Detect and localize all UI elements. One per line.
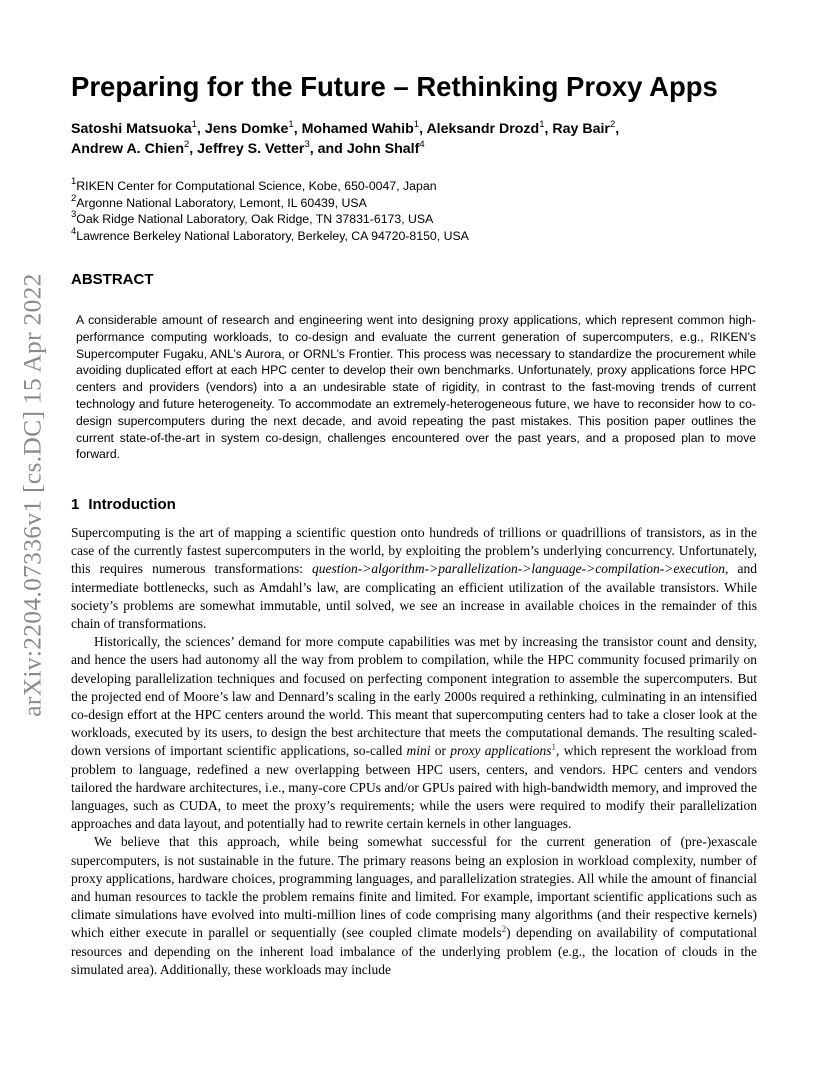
section-heading-introduction — [71, 496, 176, 513]
author-name: Aleksandr Drozd — [426, 121, 540, 137]
author-name: Jens Domke — [204, 121, 289, 137]
arxiv-stamp — [18, 273, 48, 716]
author-name: Andrew A. Chien — [71, 141, 184, 157]
paragraph: Historically, the sciences’ demand for more compute capabilities was met by increasing the transistor count and density, and hence the users had autonomy all the way from problem to compilation, while the HPC community focused primarily on developing parallelization techniques and focused on perfecting component integration to assemble the supercomputers. But the projected end of Moore’s law and Dennard’s scaling in the early 2000s required a rethinking, culminating in an intensified co-design effort at the HPC centers around the world. This meant that supercomputing centers had to take a closer look at the workloads, executed by its users, to design the best architecture that meets the computational demands. The resulting scaled-down versions of important scientific applications, so-called mini or proxy applications$^1$, which represent the workload from problem to language, redefined a new overlapping between HPC users, centers, and vendors. HPC centers and vendors tailored the hardware architectures, i.e., many-core CPUs and/or GPUs paired with high-bandwidth memory, and improved the languages, such as CUDA, to meet the proxy’s requirements; while the users were required to modify their parallelization approaches and data layout, and potentially had to rewrite certain kernels in other languages. — [71, 634, 757, 832]
author-name: Mohamed Wahib — [301, 121, 414, 137]
author-affiliation-mark: 3 — [304, 139, 310, 150]
footnote-link[interactable]: 2 — [501, 924, 507, 935]
affiliation-list — [71, 178, 761, 244]
abstract-text: A considerable amount of research and engineering went into designing proxy applications, which represent common high-performance computing workloads, to co-design and evaluate the current generation of supercomputers, e.g., RIKEN’s Supercomputer Fugaku, ANL’s Aurora, or ORNL’s Frontier. This process was necessary to standardize the procurement while avoiding duplicated effort at each HPC center to develop their own benchmarks. Unfortunately, proxy applications force HPC centers and providers (vendors) into a an undesirable state of rigidity, in contrast to the fast-moving trends of current technology and future heterogeneity. To accommodate an extremely-heterogeneous future, we have to reconsider how to co-design supercomputers during the next decade, and avoid repeating the past mistakes. This position paper outlines the current state-of-the-art in system co-design, challenges encountered over the past years, and a proposed plan to move forward. — [76, 313, 756, 462]
affiliation: $^1$RIKEN Center for Computational Science, Kobe, 650-0047, Japan — [71, 176, 437, 193]
author-affiliation-mark: 2 — [609, 119, 616, 130]
paragraph: We believe that this approach, while being somewhat successful for the current generation of (pre-)exascale supercomputers, is not sustainable in the future. The primary reasons being an explosion in workload complexity, number of proxy applications, hardware choices, programming languages, and parallelization strategies. All while the amount of financial and human resources to tackle the problem remains finite and limited. For example, important scientific applications such as climate simulations have evolved into multi-million lines of code comprising many algorithms (and their respective kernels) which either execute in parallel or sequentially (see coupled climate models$^2$) depending on availability of computational resources and depending on the inherent load imbalance of the underlying problem (e.g., the location of clouds in the simulated area). Additionally, these workloads may include — [71, 834, 758, 977]
author-affiliation-mark: 1 — [539, 119, 545, 130]
paper-title: Preparing for the Future – Rethinking Proxy Apps — [71, 71, 718, 102]
arxiv-id: arXiv:2204.07336v1 — [18, 499, 48, 717]
arxiv-category: [cs.DC] — [18, 410, 48, 493]
affiliation: $^2$Argonne National Laboratory, Lemont, IL 60439, USA — [71, 192, 367, 210]
affiliation: $^4$Lawrence Berkeley National Laboratory, Berkeley, CA 94720-8150, USA — [71, 225, 469, 243]
introduction-body — [71, 524, 757, 979]
affiliation: $^3$Oak Ridge National Laboratory, Oak Ridge, TN 37831-6173, USA — [71, 209, 434, 226]
author-name: Jeffrey S. Vetter — [197, 141, 305, 157]
arxiv-sidebar — [14, 250, 52, 740]
section-title: Introduction — [88, 496, 176, 513]
author-name: Satoshi Matsuoka — [71, 121, 192, 137]
author-affiliation-mark: 1 — [413, 119, 420, 130]
footnote-link[interactable]: 1 — [551, 742, 557, 753]
section-number: 1 — [71, 496, 80, 513]
author-affiliation-mark: 2 — [183, 139, 190, 150]
author-affiliation-mark: 1 — [288, 119, 294, 130]
author-affiliation-mark: 4 — [419, 139, 425, 150]
author-affiliation-mark: 1 — [191, 119, 197, 130]
author-name: Ray Bair — [552, 121, 610, 137]
author-name: John Shalf — [346, 141, 420, 157]
author-list: Satoshi Matsuoka$^1$, Jens Domke$^1$, Mohamed Wahib$^1$, Aleksandr Drozd$^1$, Ray Bair$^2$, Andrew A. Chien$^2$, Jeffrey S. Vetter$^3$, and John Shalf$^4$ — [71, 119, 620, 157]
paragraph: Supercomputing is the art of mapping a scientific question onto hundreds of trillions or quadrillions of transistors, as in the case of the currently fastest supercomputers in the world, by exploiting the problem’s underlying concurrency. Unfortunately, this requires numerous transformations: question->algorithm->parallelization->language->compilation->execution, and intermediate bottlenecks, such as Amdahl’s law, are complicating an efficient utilization of the available transistors. While society’s problems are somewhat immutable, until solved, we see an increase in available choices in the remainder of this chain of transformations. — [71, 525, 757, 632]
arxiv-date: 15 Apr 2022 — [18, 273, 48, 405]
transformation-chain: question->algorithm->parallelization->language->compilation->execution — [312, 561, 726, 577]
abstract-heading: ABSTRACT — [71, 271, 154, 288]
